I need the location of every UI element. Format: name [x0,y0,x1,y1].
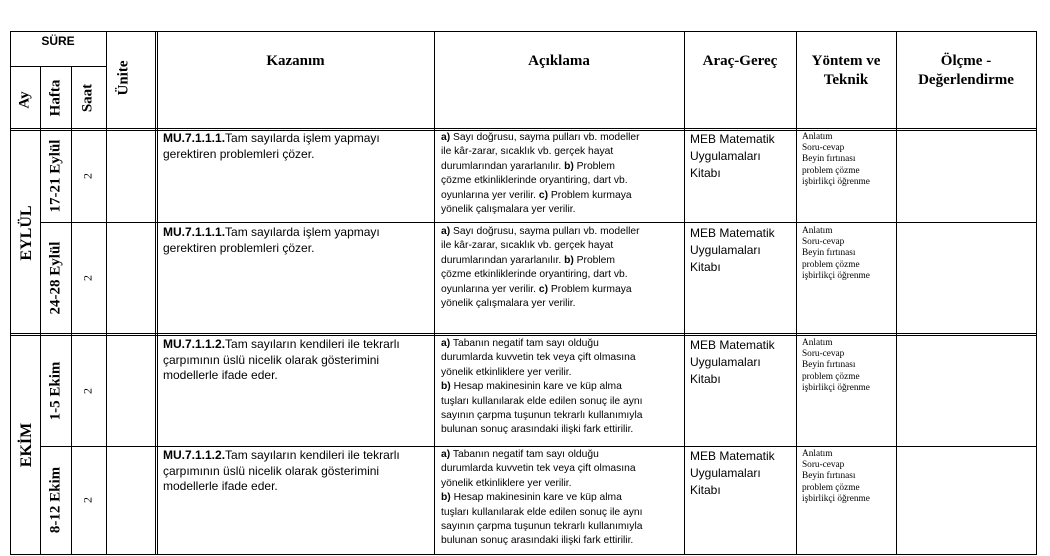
header-kazanim: Kazanım [266,53,325,69]
arac-line: Uygulamaları [690,149,761,163]
aciklama-line: bulunan sonuç arasındaki ilişki fark ettirilir. [441,424,634,436]
row-yontem [802,449,894,505]
arac-line: Kitabı [690,372,721,386]
yontem-line: Anlatım [802,338,833,348]
arac-line: Kitabı [690,483,721,497]
month-ekim: EKİM [18,422,35,468]
kazanim-line-2: çarpımının üslü nicelik olarak gösterimini [163,463,380,478]
arac-line: MEB Matematik [690,226,775,240]
aciklama-line: durumlarda kuvvetin tek veya çift olmasına [441,352,636,364]
kazanim-line-2: çarpımının üslü nicelik olarak gösterimini [163,352,380,367]
aciklama-line: durumlarından yararlanılır. b) Problem [441,160,615,172]
aciklama-line: a) Tabanın negatif tam sayı olduğu [441,449,599,460]
header-yontem-line2: Teknik [823,72,869,88]
arac-line: Uygulamaları [690,355,761,369]
aciklama-line: a) Tabanın negatif tam sayı olduğu [441,338,599,349]
row-hafta: 8-12 Ekim [47,466,64,534]
border-unite-kazanim-1 [155,31,156,555]
arac-line: Uygulamaları [690,466,761,480]
yontem-line: Soru-cevap [802,460,845,471]
aciklama-line: yönelik çalışmalara yer verilir. [441,204,576,216]
kazanim-code: MU.7.1.1.1. [163,131,226,145]
yontem-line: Beyin fırtınası [802,248,856,259]
yontem-line: problem çözme [802,371,860,382]
header-olcme-line1: Ölçme - [940,53,992,69]
row-kazanim [163,225,431,256]
row-arac-gerec [690,448,794,499]
aciklama-line: ile kâr-zarar, sıcaklık vb. gerçek hayat [441,146,614,158]
kazanim-text: Tam sayılarda işlem yapmayı [225,131,380,145]
arac-line: Kitabı [690,260,721,274]
header-arac-gerec: Araç-Gereç [702,53,778,69]
border-yontem-olcme [896,31,897,555]
kazanim-line-1 [163,131,431,147]
border-top [10,31,1037,32]
border-kazanim-aciklama [434,31,435,555]
border-row-1 [40,222,1037,223]
arac-line: Kitabı [690,166,721,180]
kazanim-line-2: gerektiren problemleri çözer. [163,146,315,161]
aciklama-line: durumlarından yararlanılır. b) Problem [441,254,615,266]
yontem-line: işbirlikçi öğrenme [802,493,870,504]
row-saat: 2 [80,497,95,503]
row-yontem [802,132,894,188]
row-saat: 2 [80,275,95,281]
header-yontem-line1: Yöntem ve [811,53,881,69]
row-hafta: 17-21 Eylül [47,139,64,213]
border-arac-yontem [796,31,797,555]
aciklama-line: b) Hesap makinesinin kare ve küp alma [441,381,622,393]
yontem-line: Beyin fırtınası [802,154,856,165]
kazanim-code: MU.7.1.1.2. [163,337,226,351]
row-hafta: 24-28 Eylül [47,241,64,315]
row-saat: 2 [80,388,95,394]
row-yontem [802,226,894,282]
aciklama-line: yönelik etkinliklere yer verilir. [441,477,572,489]
border-unite-kazanim-2 [157,31,158,555]
kazanim-code: MU.7.1.1.1. [163,225,226,239]
aciklama-line: sayının çarpma tuşunun tekrarlı kullanımıyla [441,410,643,422]
header-ay: Ay [16,91,33,109]
row-kazanim [163,448,431,495]
row-arac-gerec [690,225,794,276]
arac-line: MEB Matematik [690,338,775,352]
header-unite: Ünite [115,60,132,96]
row-aciklama [441,448,683,549]
header-olcme [896,52,1036,90]
kazanim-line-1 [163,448,431,464]
kazanim-line-1 [163,337,431,353]
row-aciklama [441,131,683,217]
aciklama-line: bulunan sonuç arasındaki ilişki fark ettirilir. [441,535,634,547]
border-left [10,31,11,555]
border-bottom [10,554,1037,555]
arac-line: MEB Matematik [690,132,775,146]
kazanim-line-3: modellerle ifade eder. [163,368,278,382]
month-eylul: EYLÜL [18,205,35,261]
yontem-line: işbirlikçi öğrenme [802,382,870,393]
border-month-1 [10,333,1037,334]
aciklama-line: a) Sayı doğrusu, sayma pulları vb. modeller [441,132,640,143]
yontem-line: işbirlikçi öğrenme [802,270,870,281]
yontem-line: problem çözme [802,482,860,493]
yontem-line: Soru-cevap [802,143,845,154]
aciklama-line: çözme etkinliklerinde oryantiring, dart vb. [441,269,628,281]
yontem-line: problem çözme [802,259,860,270]
yontem-line: Anlatım [802,226,833,236]
border-aciklama-arac [684,31,685,555]
header-saat: Saat [79,83,96,113]
aciklama-line: yönelik etkinliklere yer verilir. [441,366,572,378]
row-aciklama [441,337,683,438]
row-arac-gerec [690,131,794,182]
border-sure-under [10,66,106,67]
aciklama-line: tuşları kullanılarak elde edilen sonuç ile aynı [441,395,643,407]
aciklama-line: çözme etkinliklerinde oryantiring, dart vb. [441,175,628,187]
kazanim-line-3: modellerle ifade eder. [163,479,278,493]
aciklama-line: a) Sayı doğrusu, sayma pulları vb. modeller [441,226,640,237]
kazanim-text: Tam sayılarda işlem yapmayı [225,225,380,239]
yontem-line: Anlatım [802,449,833,459]
border-header-bottom-1 [10,128,1037,129]
header-yontem [796,52,896,90]
aciklama-line: oyunlarına yer verilir. c) Problem kurmaya [441,283,632,295]
kazanim-line-1 [163,225,431,241]
border-hafta-saat [71,66,72,555]
row-aciklama [441,225,683,311]
border-saat-unite [106,31,107,555]
aciklama-line: yönelik çalışmalara yer verilir. [441,298,576,310]
header-aciklama: Açıklama [528,53,590,69]
row-hafta: 1-5 Ekim [47,361,64,421]
kazanim-code: MU.7.1.1.2. [163,448,226,462]
header-hafta: Hafta [47,79,64,117]
yontem-line: problem çözme [802,165,860,176]
kazanim-text: Tam sayıların kendileri ile tekrarlı [225,337,400,351]
aciklama-line: sayının çarpma tuşunun tekrarlı kullanımıyla [441,521,643,533]
kazanim-line-2: gerektiren problemleri çözer. [163,240,315,255]
aciklama-line: b) Hesap makinesinin kare ve küp alma [441,492,622,504]
yontem-line: Anlatım [802,132,833,142]
border-row-3 [40,446,1037,447]
aciklama-line: durumlarda kuvvetin tek veya çift olmasına [441,463,636,475]
yontem-line: Beyin fırtınası [802,471,856,482]
yontem-line: Soru-cevap [802,349,845,360]
yontem-line: işbirlikçi öğrenme [802,176,870,187]
row-kazanim [163,131,431,162]
border-ay-hafta [40,66,41,555]
yontem-line: Soru-cevap [802,237,845,248]
aciklama-line: oyunlarına yer verilir. c) Problem kurmaya [441,189,632,201]
row-saat: 2 [80,173,95,179]
row-kazanim [163,337,431,384]
aciklama-line: tuşları kullanılarak elde edilen sonuç ile aynı [441,506,643,518]
header-sure: SÜRE [41,34,75,48]
border-right [1036,31,1037,555]
header-olcme-line2: Değerlendirme [918,72,1014,88]
aciklama-line: ile kâr-zarar, sıcaklık vb. gerçek hayat [441,240,614,252]
kazanim-text: Tam sayıların kendileri ile tekrarlı [225,448,400,462]
yontem-line: Beyin fırtınası [802,360,856,371]
row-arac-gerec [690,337,794,388]
border-month-2 [10,335,1037,336]
arac-line: Uygulamaları [690,243,761,257]
row-yontem [802,338,894,394]
arac-line: MEB Matematik [690,449,775,463]
